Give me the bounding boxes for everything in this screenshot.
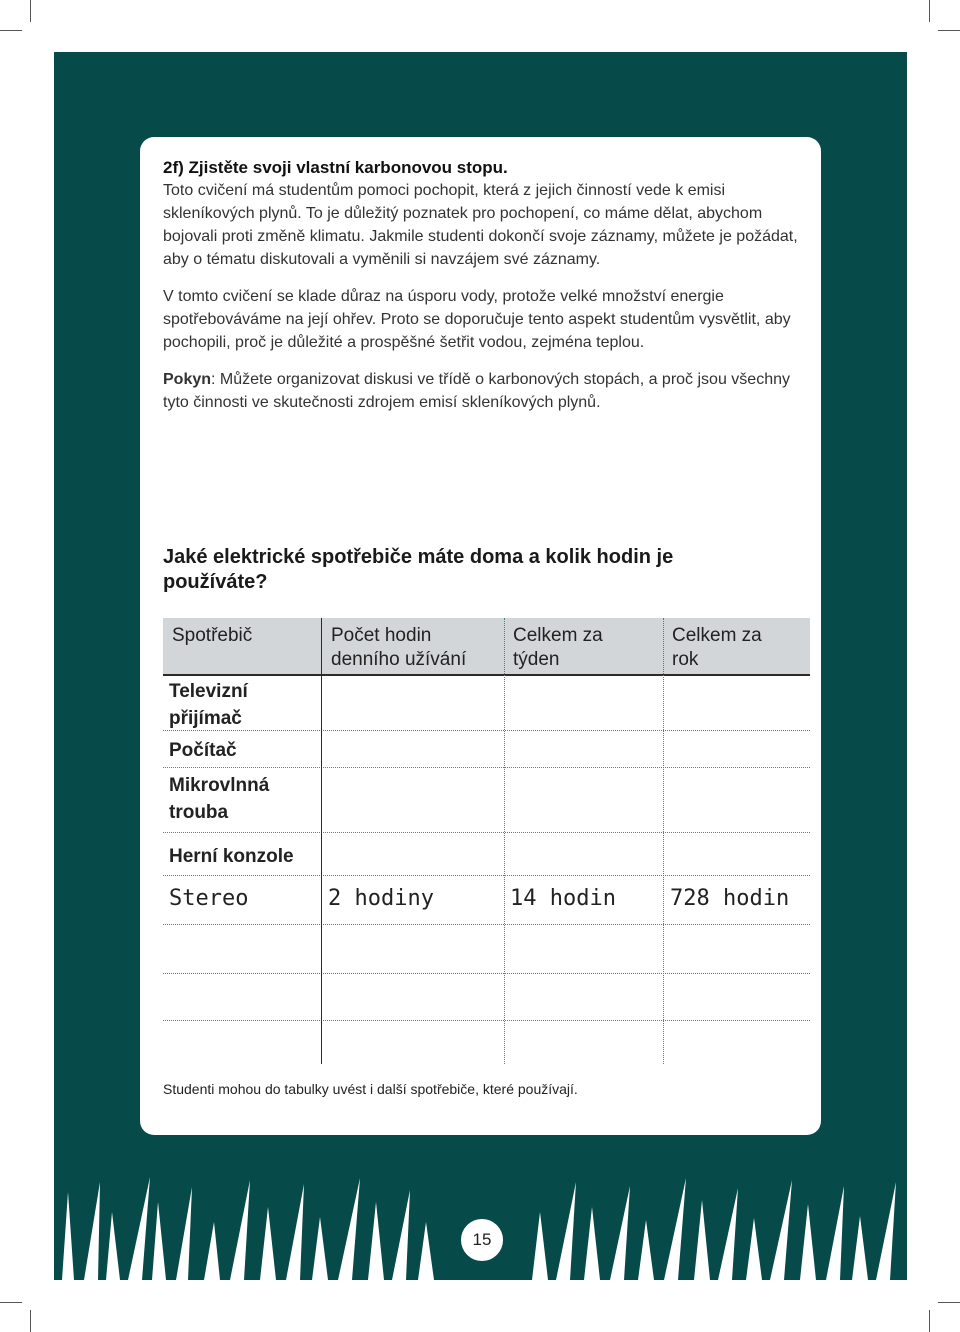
table-row: [163, 833, 810, 876]
content-card: [140, 137, 821, 1135]
footnote: Studenti mohou do tabulky uvést i další spotřebiče, které používají.: [163, 1081, 578, 1097]
header-daily-hours: Počet hodin denního užívání: [331, 625, 467, 670]
table-row-empty: [163, 925, 810, 974]
row-label-microwave: Mikrovlnná trouba: [169, 775, 270, 823]
example-appliance: Stereo: [169, 886, 249, 911]
crop-mark: [938, 30, 960, 31]
crop-mark: [929, 1310, 930, 1332]
crop-mark: [938, 1302, 960, 1303]
page-number: 15: [458, 1216, 506, 1264]
table-row: [163, 768, 810, 833]
tip-label: Pokyn: [163, 371, 212, 388]
row-label-console: Herní konzole: [169, 846, 294, 867]
table-row: [163, 676, 810, 731]
example-daily-hours: 2 hodiny: [328, 886, 434, 911]
intro-paragraph: Toto cvičení má studentům pomoci pochopit, která z jejich činností vede k emisi skleníkových plynů. To je důležitý poznatek pro pochopení, co máme dělat, abychom bojovali proti změně klimatu. Jakmile studenti dokončí svoje záznamy, můžete je požádat, aby o tématu diskutovali a vyměnili si navzájem své záznamy.: [163, 182, 798, 268]
column-divider: [663, 618, 664, 1064]
example-yearly-total: 728 hodin: [670, 886, 790, 911]
table-row: [163, 731, 810, 768]
table-header: [163, 618, 810, 676]
crop-mark: [0, 1302, 22, 1303]
tip-paragraph: [163, 368, 803, 414]
crop-mark: [30, 0, 31, 22]
crop-mark: [0, 30, 22, 31]
row-label-computer: Počítač: [169, 740, 237, 761]
section-title: 2f) Zjistěte svoji vlastní karbonovou stopu.: [163, 158, 508, 177]
column-divider: [321, 618, 322, 1064]
example-weekly-total: 14 hodin: [510, 886, 616, 911]
water-paragraph: V tomto cvičení se klade důraz na úsporu vody, protože velké množství energie spotřebováváme na její ohřev. Proto se doporučuje tento aspekt studentům vysvětlit, aby pochopili, proč je důležité a prospěšné šetřit vodou, zejména teplou.: [163, 288, 791, 351]
appliance-table: [163, 618, 810, 1021]
tip-text: : Můžete organizovat diskusi ve třídě o karbonových stopách, a proč jsou všechny tyto činnosti ve skutečnosti zdrojem emisí skleníkových plynů.: [163, 371, 790, 411]
table-row-example: [163, 876, 810, 925]
crop-mark: [30, 1310, 31, 1332]
header-yearly-total: Celkem za rok: [672, 625, 762, 670]
crop-mark: [929, 0, 930, 22]
table-question: Jaké elektrické spotřebiče máte doma a kolik hodin je používáte?: [163, 546, 674, 593]
row-label-tv: Televizní přijímač: [169, 681, 248, 729]
header-appliance: Spotřebič: [172, 625, 253, 646]
header-weekly-total: Celkem za týden: [513, 625, 603, 670]
intro-text: [163, 157, 803, 414]
column-divider: [504, 618, 505, 1064]
table-row-empty: [163, 974, 810, 1021]
